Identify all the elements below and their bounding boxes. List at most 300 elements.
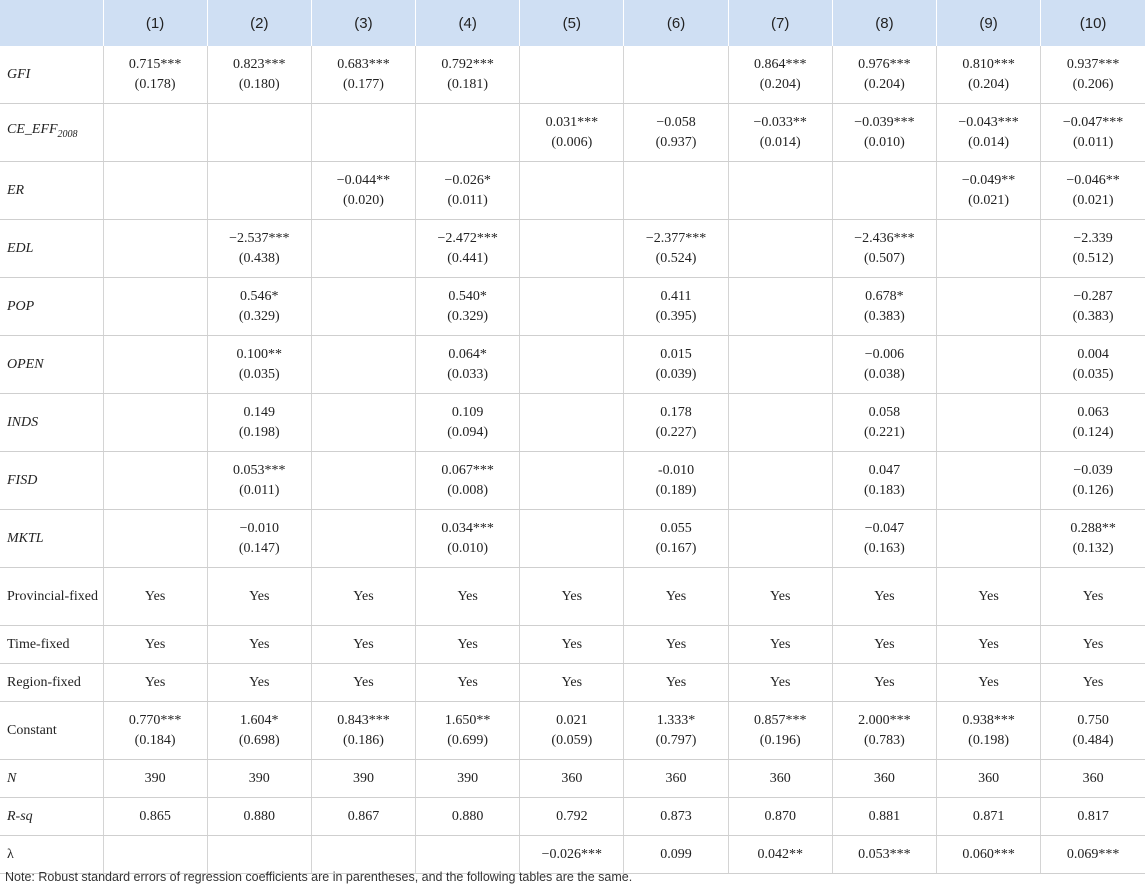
- table-cell: [832, 104, 936, 162]
- coefficient-value: 0.881: [868, 808, 901, 824]
- header-cell-model: (2): [207, 0, 311, 46]
- table-cell: [728, 626, 832, 664]
- table-cell: [624, 510, 728, 568]
- row-label: [0, 664, 103, 702]
- standard-error-value: (0.395): [655, 308, 697, 324]
- coefficient-value: 2.000***: [858, 712, 911, 728]
- standard-error-value: (0.011): [239, 482, 280, 498]
- coefficient-value: 0.042**: [757, 846, 803, 862]
- table-cell: [207, 278, 311, 336]
- header-row: [0, 0, 1145, 46]
- table-cell: [416, 626, 520, 664]
- table-cell: [416, 452, 520, 510]
- standard-error-value: (0.441): [447, 250, 489, 266]
- table-cell: [103, 798, 207, 836]
- table-cell: [832, 220, 936, 278]
- table-cell: [311, 104, 415, 162]
- standard-error-value: (0.507): [863, 250, 905, 266]
- standard-error-value: (0.698): [238, 732, 280, 748]
- table-cell: [1041, 798, 1145, 836]
- table-cell: [103, 510, 207, 568]
- standard-error-value: (0.221): [863, 424, 905, 440]
- standard-error-value: (0.797): [655, 732, 697, 748]
- table-cell: [624, 394, 728, 452]
- table-cell: [311, 664, 415, 702]
- table-cell: [520, 220, 624, 278]
- coefficient-value: 0.792: [556, 808, 588, 824]
- table-cell: [624, 278, 728, 336]
- table-cell: [1041, 836, 1145, 874]
- table-cell: [416, 46, 520, 104]
- table-cell: [207, 626, 311, 664]
- standard-error-value: (0.010): [863, 134, 905, 150]
- table-cell: [937, 452, 1041, 510]
- table-cell: [103, 702, 207, 760]
- table-cell: [207, 760, 311, 798]
- table-cell: [624, 760, 728, 798]
- table-cell: [1041, 510, 1145, 568]
- row-label-text: Provincial-fixed: [7, 588, 98, 604]
- table-cell: [520, 760, 624, 798]
- standard-error-value: (0.186): [343, 732, 384, 748]
- row-label: [0, 104, 103, 162]
- table-cell: [937, 798, 1041, 836]
- table-cell: [103, 568, 207, 626]
- standard-error-value: (0.524): [655, 250, 697, 266]
- table-cell: [937, 836, 1041, 874]
- table-cell: [103, 760, 207, 798]
- table-cell: [416, 798, 520, 836]
- table-cell: [1041, 702, 1145, 760]
- coefficient-value: 0.055: [660, 520, 692, 536]
- coefficient-value: 360: [873, 770, 895, 786]
- standard-error-value: (0.227): [655, 424, 697, 440]
- table-cell: [207, 664, 311, 702]
- table-cell: [728, 836, 832, 874]
- coefficient-value: −0.046**: [1066, 172, 1120, 188]
- standard-error-value: (0.035): [1072, 366, 1114, 382]
- coefficient-value: −0.039***: [854, 114, 915, 130]
- table-cell: [832, 336, 936, 394]
- coefficient-value: 0.880: [451, 808, 484, 824]
- table-cell: [728, 510, 832, 568]
- table-cell: [1041, 162, 1145, 220]
- standard-error-value: (0.124): [1072, 424, 1114, 440]
- coefficient-value: 0.067***: [441, 462, 494, 478]
- table-cell: [311, 836, 415, 874]
- row-label-text: Region-fixed: [7, 674, 81, 690]
- table-row: [0, 394, 1145, 452]
- table-cell: [207, 162, 311, 220]
- header-cell-model: (5): [520, 0, 624, 46]
- table-cell: [416, 760, 520, 798]
- table-cell: [624, 452, 728, 510]
- table-cell: [624, 798, 728, 836]
- table-cell: [207, 836, 311, 874]
- row-label: [0, 278, 103, 336]
- table-cell: [311, 162, 415, 220]
- coefficient-value: Yes: [978, 636, 999, 652]
- table-note: Note: Robust standard errors of regression coefficients are in parentheses, and the following tables are the same.: [5, 870, 633, 884]
- table-row: [0, 568, 1145, 626]
- row-label: [0, 568, 103, 626]
- row-label: [0, 626, 103, 664]
- row-label: [0, 760, 103, 798]
- coefficient-value: −0.044**: [336, 172, 391, 188]
- coefficient-value: 0.937***: [1066, 56, 1120, 72]
- row-label-text: MKTL: [7, 530, 44, 546]
- table-cell: [1041, 452, 1145, 510]
- table-cell: [207, 510, 311, 568]
- table-cell: [624, 626, 728, 664]
- table-cell: [937, 510, 1041, 568]
- table-row: [0, 220, 1145, 278]
- table-cell: [832, 46, 936, 104]
- header-cell-model: (9): [937, 0, 1041, 46]
- table-cell: [624, 836, 728, 874]
- table-cell: [311, 336, 415, 394]
- table-cell: [520, 626, 624, 664]
- coefficient-value: 390: [352, 770, 374, 786]
- coefficient-value: 0.750: [1077, 712, 1109, 728]
- standard-error-value: (0.189): [655, 482, 697, 498]
- table-cell: [832, 278, 936, 336]
- standard-error-value: (0.011): [447, 192, 488, 208]
- row-label-text: OPEN: [7, 356, 44, 372]
- table-cell: [311, 798, 415, 836]
- standard-error-value: (0.783): [863, 732, 905, 748]
- coefficient-value: 0.099: [660, 846, 692, 862]
- coefficient-value: 0.178: [660, 404, 692, 420]
- table-cell: [832, 702, 936, 760]
- table-row: [0, 626, 1145, 664]
- standard-error-value: (0.014): [968, 134, 1009, 150]
- table-cell: [416, 104, 520, 162]
- coefficient-value: 1.333*: [656, 712, 696, 728]
- standard-error-value: (0.039): [655, 366, 697, 382]
- row-label-text: CE_EFF: [7, 122, 58, 138]
- table-cell: [520, 162, 624, 220]
- coefficient-value: −0.287: [1073, 288, 1113, 304]
- table-cell: [728, 568, 832, 626]
- table-cell: [832, 760, 936, 798]
- coefficient-value: Yes: [978, 588, 999, 604]
- coefficient-value: 0.873: [660, 808, 692, 824]
- coefficient-value: 0.109: [451, 404, 484, 420]
- coefficient-value: 0.060***: [962, 846, 1015, 862]
- table-cell: [311, 626, 415, 664]
- coefficient-value: 0.004: [1077, 346, 1109, 362]
- table-cell: [311, 568, 415, 626]
- coefficient-value: 0.288**: [1070, 520, 1116, 536]
- table-cell: [937, 760, 1041, 798]
- coefficient-value: −0.047: [864, 520, 905, 536]
- coefficient-value: Yes: [770, 636, 791, 652]
- row-label: [0, 46, 103, 104]
- coefficient-value: Yes: [561, 674, 583, 690]
- table-cell: [1041, 760, 1145, 798]
- row-label-text: N: [7, 770, 17, 786]
- table-row: [0, 798, 1145, 836]
- table-cell: [624, 702, 728, 760]
- table-cell: [1041, 220, 1145, 278]
- standard-error-value: (0.204): [968, 76, 1009, 92]
- row-label-text: INDS: [7, 414, 39, 430]
- coefficient-value: 0.870: [764, 808, 796, 824]
- coefficient-value: Yes: [561, 588, 583, 604]
- table-cell: [728, 394, 832, 452]
- coefficient-value: −0.043***: [958, 114, 1019, 130]
- standard-error-value: (0.204): [863, 76, 905, 92]
- table-cell: [728, 278, 832, 336]
- table-cell: [728, 702, 832, 760]
- table-cell: [311, 46, 415, 104]
- standard-error-value: (0.177): [343, 76, 384, 92]
- table-cell: [832, 510, 936, 568]
- table-row: [0, 46, 1145, 104]
- coefficient-value: Yes: [770, 588, 791, 604]
- coefficient-value: −0.026*: [444, 172, 491, 188]
- table-cell: [1041, 46, 1145, 104]
- row-label-text: POP: [7, 298, 35, 314]
- table-cell: [311, 220, 415, 278]
- table-cell: [1041, 664, 1145, 702]
- table-cell: [311, 702, 415, 760]
- coefficient-value: 1.604*: [240, 712, 279, 728]
- coefficient-value: 390: [144, 770, 166, 786]
- table-cell: [311, 394, 415, 452]
- table-cell: [416, 568, 520, 626]
- table-cell: [624, 104, 728, 162]
- header-cell-model: (4): [416, 0, 520, 46]
- coefficient-value: −0.049**: [961, 172, 1016, 188]
- coefficient-value: −0.047***: [1062, 114, 1124, 130]
- table-cell: [103, 626, 207, 664]
- coefficient-value: 0.976***: [858, 56, 911, 72]
- table-cell: [520, 452, 624, 510]
- coefficient-value: −2.377***: [645, 230, 707, 246]
- table-cell: [207, 46, 311, 104]
- table-cell: [207, 702, 311, 760]
- coefficient-value: 390: [457, 770, 479, 786]
- table-cell: [103, 664, 207, 702]
- coefficient-value: −0.033**: [753, 114, 807, 130]
- table-cell: [728, 104, 832, 162]
- coefficient-value: 0.857***: [753, 712, 807, 728]
- coefficient-value: -0.010: [657, 462, 695, 478]
- standard-error-value: (0.035): [238, 366, 280, 382]
- coefficient-value: 360: [978, 770, 1000, 786]
- coefficient-value: 0.100**: [236, 346, 283, 362]
- coefficient-value: 360: [665, 770, 687, 786]
- coefficient-value: 0.063: [1077, 404, 1109, 420]
- coefficient-value: −0.010: [239, 520, 279, 536]
- coefficient-value: Yes: [874, 636, 895, 652]
- standard-error-value: (0.438): [238, 250, 280, 266]
- standard-error-value: (0.383): [863, 308, 905, 324]
- row-label-text: Constant: [7, 722, 57, 738]
- table-cell: [624, 220, 728, 278]
- coefficient-value: Yes: [144, 674, 166, 690]
- coefficient-value: 0.683***: [337, 56, 390, 72]
- coefficient-value: −2.472***: [437, 230, 498, 246]
- coefficient-value: 0.053***: [858, 846, 911, 862]
- coefficient-value: 360: [769, 770, 791, 786]
- table-row: [0, 278, 1145, 336]
- coefficient-value: Yes: [665, 636, 687, 652]
- standard-error-value: (0.163): [863, 540, 905, 556]
- table-cell: [728, 760, 832, 798]
- coefficient-value: 0.715***: [128, 56, 182, 72]
- table-cell: [520, 394, 624, 452]
- row-label: [0, 220, 103, 278]
- standard-error-value: (0.937): [655, 134, 697, 150]
- coefficient-value: Yes: [144, 588, 166, 604]
- coefficient-value: 0.823***: [233, 56, 286, 72]
- table-cell: [311, 278, 415, 336]
- coefficient-value: Yes: [665, 588, 687, 604]
- table-cell: [103, 46, 207, 104]
- coefficient-value: 0.792***: [441, 56, 494, 72]
- table-cell: [207, 798, 311, 836]
- table-cell: [937, 46, 1041, 104]
- table-cell: [937, 702, 1041, 760]
- table-cell: [103, 452, 207, 510]
- table-cell: [937, 394, 1041, 452]
- standard-error-value: (0.699): [447, 732, 489, 748]
- header-cell-model: (3): [311, 0, 415, 46]
- table-cell: [103, 394, 207, 452]
- standard-error-value: (0.329): [447, 308, 489, 324]
- coefficient-value: 0.540*: [448, 288, 487, 304]
- coefficient-value: 0.880: [243, 808, 276, 824]
- row-label: [0, 336, 103, 394]
- table-cell: [937, 162, 1041, 220]
- coefficient-value: Yes: [978, 674, 999, 690]
- table-cell: [520, 568, 624, 626]
- coefficient-value: 0.064*: [448, 346, 487, 362]
- table-cell: [1041, 626, 1145, 664]
- table-row: [0, 836, 1145, 874]
- coefficient-value: Yes: [353, 674, 374, 690]
- standard-error-value: (0.147): [238, 540, 280, 556]
- table-cell: [832, 394, 936, 452]
- coefficient-value: Yes: [1082, 636, 1104, 652]
- coefficient-value: Yes: [665, 674, 687, 690]
- standard-error-value: (0.178): [134, 76, 176, 92]
- row-label-text: GFI: [7, 66, 31, 82]
- coefficient-value: 0.865: [139, 808, 171, 824]
- standard-error-value: (0.383): [1072, 308, 1114, 324]
- table-cell: [207, 394, 311, 452]
- table-cell: [728, 798, 832, 836]
- coefficient-value: 0.546*: [240, 288, 279, 304]
- coefficient-value: Yes: [249, 636, 270, 652]
- table-cell: [520, 278, 624, 336]
- coefficient-value: Yes: [457, 674, 478, 690]
- coefficient-value: 360: [1082, 770, 1104, 786]
- coefficient-value: Yes: [249, 674, 270, 690]
- table-cell: [416, 278, 520, 336]
- table-body: [0, 46, 1145, 874]
- coefficient-value: 0.411: [660, 288, 692, 304]
- coefficient-value: 1.650**: [444, 712, 491, 728]
- table-cell: [1041, 278, 1145, 336]
- coefficient-value: 0.810***: [962, 56, 1015, 72]
- coefficient-value: −2.339: [1073, 230, 1113, 246]
- standard-error-value: (0.183): [863, 482, 905, 498]
- table-cell: [416, 836, 520, 874]
- table-cell: [832, 798, 936, 836]
- table-cell: [728, 46, 832, 104]
- table-row: [0, 760, 1145, 798]
- table-cell: [103, 836, 207, 874]
- standard-error-value: (0.008): [447, 482, 489, 498]
- table-cell: [103, 104, 207, 162]
- table-cell: [937, 568, 1041, 626]
- standard-error-value: (0.198): [238, 424, 280, 440]
- table-cell: [207, 568, 311, 626]
- table-row: [0, 162, 1145, 220]
- table-row: [0, 702, 1145, 760]
- coefficient-value: Yes: [353, 636, 374, 652]
- row-label-text: ER: [7, 182, 25, 198]
- table-cell: [207, 104, 311, 162]
- coefficient-value: Yes: [457, 636, 478, 652]
- table-row: [0, 510, 1145, 568]
- coefficient-value: 0.871: [972, 808, 1005, 824]
- table-cell: [416, 664, 520, 702]
- table-cell: [832, 568, 936, 626]
- coefficient-value: 0.021: [556, 712, 588, 728]
- table-cell: [207, 452, 311, 510]
- table-cell: [520, 702, 624, 760]
- table-cell: [520, 836, 624, 874]
- coefficient-value: 360: [561, 770, 583, 786]
- coefficient-value: −0.039: [1073, 462, 1113, 478]
- standard-error-value: (0.329): [238, 308, 280, 324]
- table-cell: [832, 664, 936, 702]
- standard-error-value: (0.132): [1072, 540, 1114, 556]
- coefficient-value: 0.047: [868, 462, 901, 478]
- standard-error-value: (0.021): [1072, 192, 1114, 208]
- table-cell: [728, 220, 832, 278]
- table-cell: [937, 664, 1041, 702]
- coefficient-value: Yes: [457, 588, 478, 604]
- standard-error-value: (0.206): [1072, 76, 1114, 92]
- table-row: [0, 104, 1145, 162]
- table-cell: [624, 162, 728, 220]
- standard-error-value: (0.014): [759, 134, 801, 150]
- table-cell: [103, 278, 207, 336]
- standard-error-value: (0.020): [343, 192, 384, 208]
- coefficient-value: 0.867: [347, 808, 380, 824]
- standard-error-value: (0.126): [1072, 482, 1114, 498]
- standard-error-value: (0.010): [447, 540, 489, 556]
- table-cell: [624, 46, 728, 104]
- coefficient-value: 0.053***: [233, 462, 286, 478]
- table-row: [0, 336, 1145, 394]
- table-cell: [937, 278, 1041, 336]
- table-cell: [207, 336, 311, 394]
- table-cell: [624, 336, 728, 394]
- standard-error-value: (0.033): [447, 366, 489, 382]
- table-cell: [728, 336, 832, 394]
- table-cell: [728, 452, 832, 510]
- table-cell: [937, 104, 1041, 162]
- standard-error-value: (0.184): [134, 732, 176, 748]
- table-cell: [416, 220, 520, 278]
